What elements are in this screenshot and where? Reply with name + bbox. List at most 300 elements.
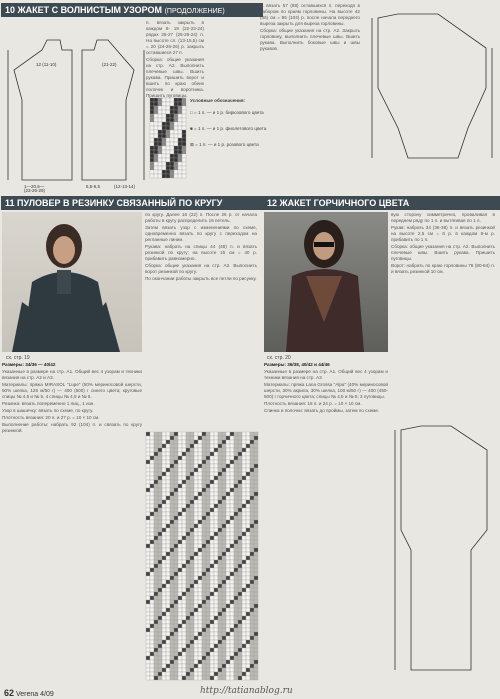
chart-cell [170,524,174,528]
chart-cell [174,150,178,154]
chart-cell [174,110,178,114]
chart-cell [170,592,174,596]
chart-cell [194,628,198,632]
chart-cell [194,588,198,592]
chart-cell [218,544,222,548]
chart-cell [246,640,250,644]
chart-cell [194,576,198,580]
chart-cell [170,616,174,620]
chart-cell [158,596,162,600]
chart-cell [186,604,190,608]
chart-cell [194,548,198,552]
chart-cell [166,584,170,588]
chart-cell [154,448,158,452]
chart-cell [158,652,162,656]
chart-cell [150,484,154,488]
chart-cell [166,640,170,644]
chart-cell [198,568,202,572]
chart-cell [170,440,174,444]
chart-cell [226,472,230,476]
chart-cell [214,532,218,536]
chart-cell [210,520,214,524]
chart-cell [226,624,230,628]
chart-cell [190,668,194,672]
chart-cell [242,524,246,528]
chart-cell [206,620,210,624]
chart-cell [230,644,234,648]
chart-cell [190,568,194,572]
chart-cell [146,584,150,588]
chart-cell [150,460,154,464]
chart-cell [218,456,222,460]
chart-cell [166,118,170,122]
chart-cell [198,468,202,472]
chart-cell [150,98,154,102]
chart-cell [214,504,218,508]
chart-cell [158,146,162,150]
chart-cell [186,536,190,540]
chart-cell [186,644,190,648]
chart-cell [166,154,170,158]
chart-cell [178,142,182,146]
chart-cell [250,548,254,552]
chart-cell [174,146,178,150]
chart-cell [210,588,214,592]
chart-cell [250,632,254,636]
chart-cell [162,432,166,436]
chart-cell [194,436,198,440]
chart-cell [194,604,198,608]
chart-cell [186,596,190,600]
chart-cell [150,572,154,576]
chart-cell [242,608,246,612]
text-paragraph: Плотность вязания: 20 п. и 27 р. = 10 × 10 см. [2,415,100,420]
chart-cell [226,524,230,528]
chart-cell [162,452,166,456]
chart-cell [222,504,226,508]
chart-cell [194,508,198,512]
chart-cell [206,508,210,512]
chart-cell [166,460,170,464]
chart-cell [210,500,214,504]
legend-title: Условные обозначения: [190,98,246,103]
chart-cell [194,564,198,568]
chart-cell [182,596,186,600]
chart-cell [182,122,186,126]
chart-cell [218,676,222,680]
chart-cell [246,436,250,440]
chart-cell [162,644,166,648]
text-paragraph: Сборка: общие указания на стр. А2. Выполнить плечевые швы. Вшить рукава. Пришить ворот и вшить по краю обеих полочек и воротника. Пришить пуговицы. [146,57,204,98]
chart-cell [222,608,226,612]
chart-cell [174,138,178,142]
chart-cell [198,460,202,464]
chart-cell [170,612,174,616]
chart-cell [166,524,170,528]
chart-cell [166,464,170,468]
text-paragraph: Материалы: пряжа Lana Grossa "Alpa" (40% мериносовой шерсти, 30% акрила, 30% шелка, 100 м/50 г) — 400 (450-500) г горчичного цвета; спицы № 4,5 и № 5; 3 пуговицы. [264,382,388,399]
magazine-brand: Verena [15,691,39,698]
chart-cell [206,560,210,564]
chart-cell [234,460,238,464]
chart-cell [238,524,242,528]
chart-cell [198,544,202,548]
chart-cell [154,488,158,492]
chart-cell [158,118,162,122]
chart-cell [170,516,174,520]
chart-cell [182,576,186,580]
chart-cell [238,512,242,516]
chart-cell [234,456,238,460]
chart-cell [166,548,170,552]
chart-cell [238,460,242,464]
chart-cell [230,664,234,668]
chart-cell [222,500,226,504]
chart-cell [186,576,190,580]
chart-cell [198,600,202,604]
chart-cell [218,476,222,480]
chart-cell [254,524,258,528]
chart-cell [218,640,222,644]
chart-cell [218,468,222,472]
chart-cell [202,636,206,640]
chart-cell [242,548,246,552]
chart-cell [210,476,214,480]
chart-cell [146,588,150,592]
chart-cell [234,496,238,500]
chart-cell [186,504,190,508]
chart-cell [234,468,238,472]
chart-cell [150,644,154,648]
chart-cell [178,126,182,130]
chart-cell [178,608,182,612]
chart-cell [210,564,214,568]
chart-cell [222,536,226,540]
chart-cell [178,672,182,676]
chart-cell [206,664,210,668]
chart-cell [202,668,206,672]
chart-cell [170,552,174,556]
chart-cell [218,556,222,560]
chart-cell [150,588,154,592]
chart-cell [170,540,174,544]
chart-cell [238,480,242,484]
chart-cell [198,452,202,456]
chart-cell [154,616,158,620]
chart-cell [158,584,162,588]
chart-cell [202,600,206,604]
chart-cell [242,600,246,604]
chart-cell [146,620,150,624]
chart-cell [218,492,222,496]
chart-cell [254,516,258,520]
chart-cell [222,572,226,576]
chart-cell [210,540,214,544]
chart-cell [214,624,218,628]
chart-cell [150,138,154,142]
chart-cell [202,548,206,552]
chart-cell [226,432,230,436]
chart-cell [170,544,174,548]
chart-cell [154,556,158,560]
chart-cell [194,652,198,656]
chart-cell [206,668,210,672]
chart-cell [230,456,234,460]
chart-cell [186,592,190,596]
chart-cell [190,560,194,564]
chart-cell [234,664,238,668]
chart-cell [254,536,258,540]
chart-cell [214,516,218,520]
chart-cell [254,548,258,552]
chart-cell [254,560,258,564]
text-paragraph: Указанные в размере на стр. А1. Общий вес 4 узорам и техники вязания на стр. А3. [264,369,388,380]
chart-cell [182,552,186,556]
chart-cell [214,460,218,464]
chart-cell [202,544,206,548]
section-11-title: 11 ПУЛОВЕР В РЕЗИНКУ СВЯЗАННЫЙ ПО КРУГУ [5,198,223,208]
chart-cell [238,632,242,636]
chart-cell [230,660,234,664]
chart-cell [250,676,254,680]
chart-cell [146,508,150,512]
chart-cell [162,568,166,572]
chart-cell [222,664,226,668]
chart-cell [158,552,162,556]
chart-cell [154,114,158,118]
chart-cell [190,440,194,444]
chart-cell [166,648,170,652]
chart-cell [230,636,234,640]
chart-cell [218,520,222,524]
photo-pullover [2,212,142,352]
chart-cell [226,576,230,580]
chart-cell [210,580,214,584]
chart-cell [246,552,250,556]
chart-cell [226,492,230,496]
chart-cell [150,174,154,178]
chart-cell [250,500,254,504]
chart-cell [242,492,246,496]
text-paragraph: Рукава: набрать на спицы 44 (48) п. и вязать резинкой по кругу; на высоте 15 см = 40 р. прибавить равномерно. [145,244,257,261]
chart-cell [218,632,222,636]
chart-cell [182,150,186,154]
chart-cell [162,508,166,512]
chart-cell [238,452,242,456]
chart-cell [154,472,158,476]
text-paragraph: Сборка: общие указания на стр. А2. Выполнить ворот резинкой по кругу. [145,263,257,274]
chart-cell [162,146,166,150]
chart-cell [174,624,178,628]
chart-cell [178,456,182,460]
chart-cell [222,588,226,592]
text-paragraph: Затем вязать узор с изменениями по схеме, одновременно вязать по кругу с переходом на регланные линии. [145,225,257,242]
chart-cell [158,496,162,500]
chart-cell [206,492,210,496]
chart-cell [150,134,154,138]
chart-cell [210,676,214,680]
chart-cell [226,500,230,504]
chart-cell [210,488,214,492]
chart-cell [170,576,174,580]
section-12-title: 12 ЖАКЕТ ГОРЧИЧНОГО ЦВЕТА [267,198,410,208]
chart-cell [166,528,170,532]
section-12-text-left [264,362,388,682]
chart-cell [154,98,158,102]
chart-cell [186,464,190,468]
chart-cell [158,572,162,576]
chart-cell [162,150,166,154]
chart-cell [246,472,250,476]
chart-cell [158,508,162,512]
chart-cell [190,524,194,528]
chart-cell [194,536,198,540]
chart-cell [246,660,250,664]
chart-cell [182,492,186,496]
chart-cell [226,592,230,596]
chart-cell [218,572,222,576]
chart-cell [194,660,198,664]
chart-cell [234,572,238,576]
chart-cell [254,604,258,608]
chart-cell [154,648,158,652]
chart-cell [202,660,206,664]
chart-cell [202,508,206,512]
section-10-header [1,3,263,17]
chart-cell [154,456,158,460]
chart-cell [254,444,258,448]
chart-cell [150,568,154,572]
chart-cell [154,134,158,138]
chart-cell [162,448,166,452]
chart-cell [206,648,210,652]
chart-cell [234,580,238,584]
chart-cell [238,556,242,560]
chart-cell [170,676,174,680]
chart-cell [194,468,198,472]
chart-cell [222,436,226,440]
chart-cell [158,668,162,672]
chart-cell [186,620,190,624]
chart-cell [246,480,250,484]
chart-cell [242,516,246,520]
chart-cell [254,656,258,660]
rib-pattern-chart [146,432,258,682]
chart-cell [162,436,166,440]
chart-cell [178,660,182,664]
chart-cell [214,472,218,476]
chart-cell [246,452,250,456]
chart-cell [226,660,230,664]
chart-cell [202,456,206,460]
chart-cell [170,580,174,584]
chart-cell [206,520,210,524]
chart-cell [234,552,238,556]
chart-cell [186,572,190,576]
svg-text:12 (11-10): 12 (11-10) [36,62,57,67]
chart-cell [250,600,254,604]
chart-cell [234,516,238,520]
chart-cell [194,624,198,628]
chart-cell [254,576,258,580]
chart-cell [174,484,178,488]
chart-cell [158,158,162,162]
chart-cell [186,440,190,444]
chart-cell [174,556,178,560]
chart-cell [162,476,166,480]
chart-cell [246,440,250,444]
chart-cell [206,512,210,516]
chart-cell [162,652,166,656]
chart-cell [242,480,246,484]
chart-cell [154,652,158,656]
chart-cell [158,114,162,118]
chart-cell [194,560,198,564]
chart-cell [234,436,238,440]
chart-cell [226,568,230,572]
chart-cell [162,540,166,544]
chart-cell [246,476,250,480]
chart-cell [242,660,246,664]
chart-cell [226,464,230,468]
chart-cell [182,584,186,588]
chart-cell [214,512,218,516]
chart-cell [246,496,250,500]
chart-cell [166,676,170,680]
chart-cell [170,448,174,452]
chart-cell [158,528,162,532]
chart-cell [214,612,218,616]
chart-cell [210,576,214,580]
chart-cell [214,436,218,440]
chart-cell [146,560,150,564]
chart-cell [182,564,186,568]
chart-cell [210,556,214,560]
chart-cell [186,632,190,636]
chart-cell [206,464,210,468]
svg-text:1—20,5—: 1—20,5— [24,184,45,189]
chart-cell [170,508,174,512]
chart-cell [194,472,198,476]
chart-cell [210,604,214,608]
watermark-url[interactable]: http://tatianablog.ru [200,686,293,696]
chart-cell [234,656,238,660]
chart-cell [170,620,174,624]
chart-cell [254,552,258,556]
chart-cell [234,544,238,548]
chart-cell [202,432,206,436]
chart-cell [186,444,190,448]
chart-cell [218,504,222,508]
chart-cell [178,624,182,628]
chart-cell [158,524,162,528]
chart-cell [234,448,238,452]
chart-cell [150,516,154,520]
chart-cell [202,616,206,620]
chart-cell [214,564,218,568]
chart-cell [178,656,182,660]
chart-cell [170,146,174,150]
chart-cell [162,564,166,568]
chart-cell [166,162,170,166]
chart-cell [174,648,178,652]
chart-cell [250,612,254,616]
chart-cell [206,588,210,592]
chart-cell [246,544,250,548]
chart-cell [190,448,194,452]
chart-cell [214,480,218,484]
chart-cell [158,444,162,448]
